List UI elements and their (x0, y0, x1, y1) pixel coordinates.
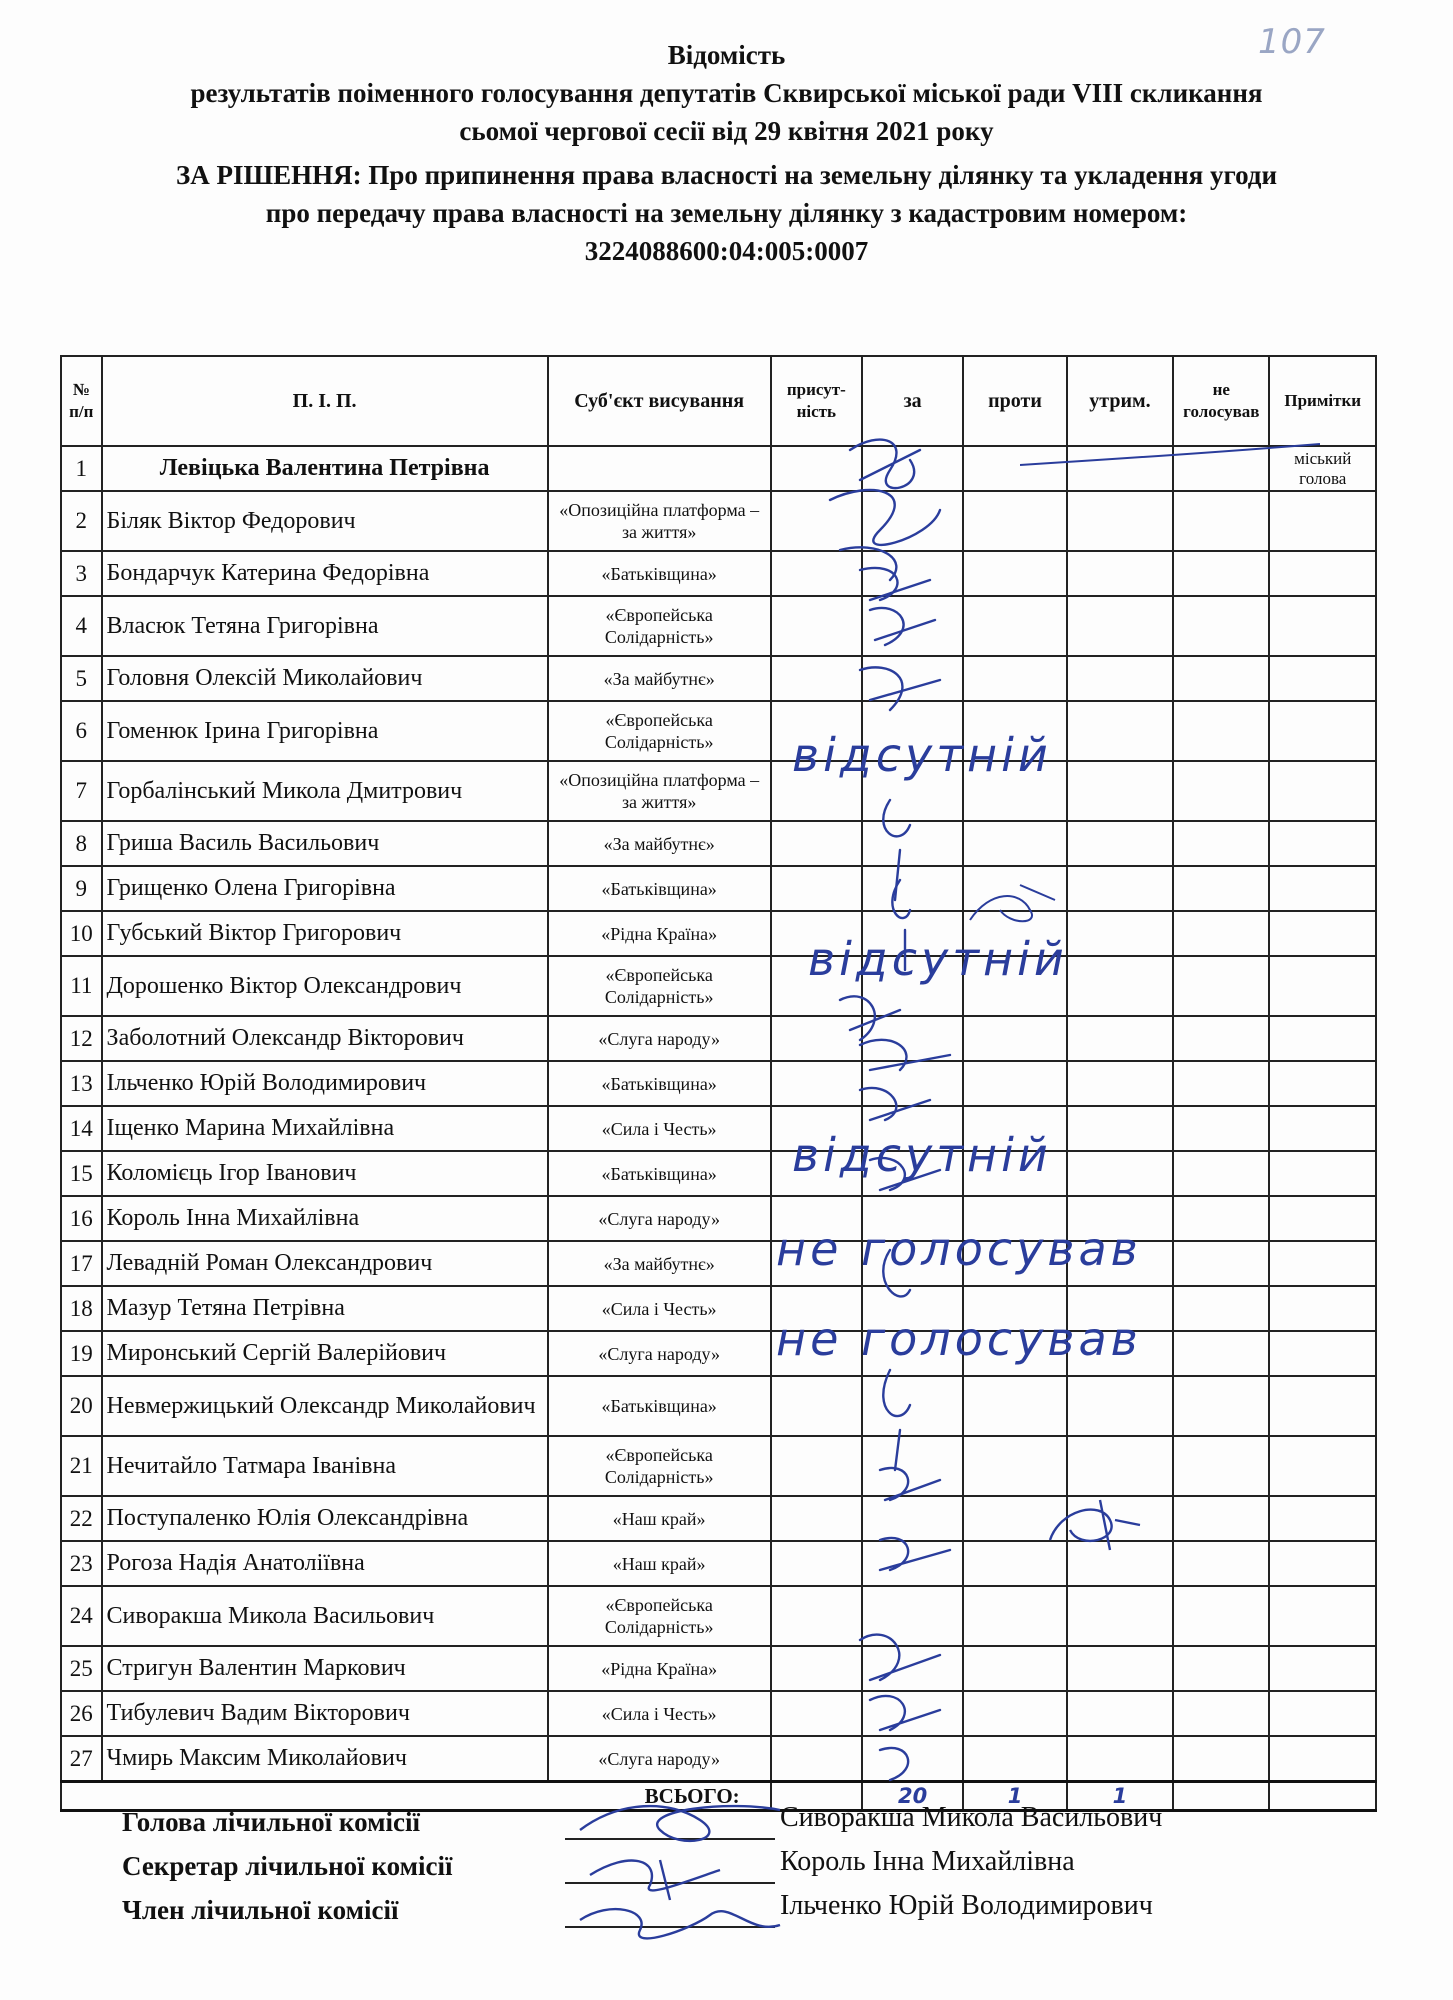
row-num: 2 (61, 491, 102, 551)
row-note (1269, 491, 1376, 551)
total-note (1269, 1782, 1376, 1811)
row-name: Коломієць Ігор Іванович (102, 1151, 548, 1196)
row-party: «Сила і Честь» (548, 1691, 771, 1736)
row-abstain (1067, 656, 1173, 701)
row-num: 10 (61, 911, 102, 956)
row-abstain (1067, 1376, 1173, 1436)
row-against (963, 491, 1066, 551)
row-note (1269, 911, 1376, 956)
table-row (61, 1286, 1376, 1331)
row-name: Гриша Василь Васильович (102, 821, 548, 866)
row-against (963, 1016, 1066, 1061)
row-against (963, 1376, 1066, 1436)
row-not-voted (1173, 1016, 1269, 1061)
row-note (1269, 1646, 1376, 1691)
row-party: «За майбутнє» (548, 656, 771, 701)
row-not-voted (1173, 1376, 1269, 1436)
row-num: 11 (61, 956, 102, 1016)
row-name: Грищенко Олена Григорівна (102, 866, 548, 911)
row-note (1269, 1016, 1376, 1061)
row-party: «Наш край» (548, 1541, 771, 1586)
table-row (61, 1436, 1376, 1496)
row-name: Головня Олексій Миколайович (102, 656, 548, 701)
row-not-voted (1173, 1496, 1269, 1541)
header-line-2: сьомої чергової сесії від 29 квітня 2021 року (459, 116, 994, 146)
commission-signatures (560, 1790, 800, 1960)
row-abstain (1067, 1061, 1173, 1106)
total-abstain: 1 (1067, 1782, 1173, 1811)
table-row (61, 821, 1376, 866)
row-note (1269, 761, 1376, 821)
col-for: за (862, 356, 963, 446)
row-not-voted (1173, 701, 1269, 761)
row-name: Ільченко Юрій Володимирович (102, 1061, 548, 1106)
row-against (963, 821, 1066, 866)
row-note (1269, 1331, 1376, 1376)
row-not-voted (1173, 1286, 1269, 1331)
row-note (1269, 1541, 1376, 1586)
row-note (1269, 551, 1376, 596)
table-row (61, 551, 1376, 596)
table-row (61, 866, 1376, 911)
total-label: ВСЬОГО: (61, 1782, 771, 1811)
table-row (61, 1646, 1376, 1691)
row-party: «Батьківщина» (548, 1151, 771, 1196)
table-header-row (61, 356, 1376, 446)
row-note (1269, 1691, 1376, 1736)
row-against (963, 1646, 1066, 1691)
row-name: Гоменюк Ірина Григорівна (102, 701, 548, 761)
row-against (963, 1061, 1066, 1106)
handwritten-not-voted-19: не голосував (776, 1312, 1142, 1366)
row-not-voted (1173, 1541, 1269, 1586)
row-num: 1 (61, 446, 102, 491)
cadastral-number: 3224088600:04:005:0007 (584, 236, 869, 266)
handwritten-absent-11: відсутній (808, 932, 1068, 986)
row-note (1269, 1106, 1376, 1151)
row-num: 23 (61, 1541, 102, 1586)
row-party: «Опозиційна платформа – за життя» (548, 491, 771, 551)
row-num: 16 (61, 1196, 102, 1241)
handwritten-absent-15: відсутній (792, 1128, 1052, 1182)
row-abstain (1067, 701, 1173, 761)
col-name: П. І. П. (102, 356, 548, 446)
secretary-label: Секретар лічильної комісії (122, 1851, 453, 1881)
row-not-voted (1173, 1436, 1269, 1496)
table-row (61, 1106, 1376, 1151)
table-row (61, 911, 1376, 956)
row-name: Невмержицький Олександр Миколайович (102, 1376, 548, 1436)
row-party: «За майбутнє» (548, 821, 771, 866)
table-row (61, 761, 1376, 821)
row-party: «Слуга народу» (548, 1331, 771, 1376)
row-against (963, 596, 1066, 656)
row-not-voted (1173, 1691, 1269, 1736)
row-num: 15 (61, 1151, 102, 1196)
row-party: «Слуга народу» (548, 1196, 771, 1241)
row-num: 26 (61, 1691, 102, 1736)
signature-scribbles (790, 430, 970, 1790)
signature-gubsky-against (960, 880, 1070, 930)
row-abstain (1067, 761, 1173, 821)
row-note (1269, 821, 1376, 866)
row-against (963, 656, 1066, 701)
signature-rogoza-against (1040, 1490, 1150, 1560)
row-party: «За майбутнє» (548, 1241, 771, 1286)
row-not-voted (1173, 1061, 1269, 1106)
row-party (548, 446, 771, 491)
row-abstain (1067, 1691, 1173, 1736)
col-not-voted: не голосував (1173, 356, 1269, 446)
row-note (1269, 1496, 1376, 1541)
row-name: Біляк Віктор Федорович (102, 491, 548, 551)
row-note: міський голова (1269, 446, 1376, 491)
row-note (1269, 596, 1376, 656)
chair-label: Голова лічильної комісії (122, 1807, 420, 1837)
row-party: «Слуга народу» (548, 1736, 771, 1782)
row-not-voted (1173, 491, 1269, 551)
row-name: Стригун Валентин Маркович (102, 1646, 548, 1691)
row-num: 18 (61, 1286, 102, 1331)
row-name: Рогоза Надія Анатоліївна (102, 1541, 548, 1586)
row-party: «Сила і Честь» (548, 1286, 771, 1331)
col-note: Примітки (1269, 356, 1376, 446)
row-num: 9 (61, 866, 102, 911)
row-note (1269, 1736, 1376, 1782)
row-num: 6 (61, 701, 102, 761)
row-num: 24 (61, 1586, 102, 1646)
row-not-voted (1173, 1646, 1269, 1691)
row-note (1269, 1436, 1376, 1496)
col-party: Суб'єкт висування (548, 356, 771, 446)
chair-name: Сиворакша Микола Васильович (780, 1802, 1163, 1833)
table-row (61, 1691, 1376, 1736)
row-note (1269, 956, 1376, 1016)
table-row (61, 1376, 1376, 1436)
col-present: присут-ність (771, 356, 862, 446)
row-party: «Європейська Солідарність» (548, 956, 771, 1016)
row-abstain (1067, 551, 1173, 596)
row-not-voted (1173, 1736, 1269, 1782)
row-num: 12 (61, 1016, 102, 1061)
row-abstain (1067, 956, 1173, 1016)
row-note (1269, 701, 1376, 761)
member-name: Ільченко Юрій Володимирович (780, 1890, 1153, 1921)
row-name: Сиворакша Микола Васильович (102, 1586, 548, 1646)
row-party: «Європейська Солідарність» (548, 1586, 771, 1646)
row-name: Власюк Тетяна Григорівна (102, 596, 548, 656)
row-against (963, 551, 1066, 596)
row-name: Левадній Роман Олександрович (102, 1241, 548, 1286)
col-abstain: утрим. (1067, 356, 1173, 446)
row-not-voted (1173, 866, 1269, 911)
row-party: «Опозиційна платформа – за життя» (548, 761, 771, 821)
row-not-voted (1173, 956, 1269, 1016)
row-not-voted (1173, 1196, 1269, 1241)
row-abstain (1067, 866, 1173, 911)
row-note (1269, 1241, 1376, 1286)
row-num: 8 (61, 821, 102, 866)
total-not-voted (1173, 1782, 1269, 1811)
row-num: 19 (61, 1331, 102, 1376)
row-abstain (1067, 596, 1173, 656)
row-num: 20 (61, 1376, 102, 1436)
col-num: № п/п (61, 356, 102, 446)
document-header (20, 36, 1433, 270)
row-name: Дорошенко Віктор Олександрович (102, 956, 548, 1016)
row-num: 13 (61, 1061, 102, 1106)
row-party: «Наш край» (548, 1496, 771, 1541)
row-party: «Європейська Солідарність» (548, 701, 771, 761)
table-row (61, 656, 1376, 701)
row-party: «Батьківщина» (548, 1061, 771, 1106)
row-name: Губський Віктор Григорович (102, 911, 548, 956)
page-number: 107 (1258, 22, 1326, 62)
row-name: Чмирь Максим Миколайович (102, 1736, 548, 1782)
row-num: 14 (61, 1106, 102, 1151)
row-name: Іщенко Марина Михайлівна (102, 1106, 548, 1151)
row-name: Нечитайло Татмара Іванівна (102, 1436, 548, 1496)
row-note (1269, 1061, 1376, 1106)
row-party: «Сила і Честь» (548, 1106, 771, 1151)
table-row (61, 1196, 1376, 1241)
row-not-voted (1173, 1331, 1269, 1376)
total-against: 1 (963, 1782, 1066, 1811)
row-party: «Європейська Солідарність» (548, 1436, 771, 1496)
row-abstain (1067, 1586, 1173, 1646)
row-num: 3 (61, 551, 102, 596)
row-abstain (1067, 911, 1173, 956)
table-row (61, 1061, 1376, 1106)
voting-table (60, 355, 1377, 1812)
table-row (61, 1016, 1376, 1061)
decision-line-2: про передачу права власності на земельну ділянку з кадастровим номером: (265, 198, 1188, 228)
row-note (1269, 1196, 1376, 1241)
handwritten-not-voted-17: не голосував (776, 1222, 1142, 1276)
row-party: «Батьківщина» (548, 866, 771, 911)
row-not-voted (1173, 1586, 1269, 1646)
row-not-voted (1173, 911, 1269, 956)
row-party: «Рідна Країна» (548, 1646, 771, 1691)
table-row (61, 1496, 1376, 1541)
row-not-voted (1173, 596, 1269, 656)
row-name: Тибулевич Вадим Вікторович (102, 1691, 548, 1736)
row-note (1269, 1151, 1376, 1196)
row-abstain (1067, 1106, 1173, 1151)
row-note (1269, 1586, 1376, 1646)
row-note (1269, 1286, 1376, 1331)
row-party: «Слуга народу» (548, 1016, 771, 1061)
row-abstain (1067, 1646, 1173, 1691)
row-num: 27 (61, 1736, 102, 1782)
row-abstain (1067, 821, 1173, 866)
counting-commission-labels (122, 1800, 452, 1932)
row-num: 4 (61, 596, 102, 656)
row-against (963, 1436, 1066, 1496)
table-row (61, 956, 1376, 1016)
row-against (963, 1586, 1066, 1646)
row-name: Горбалінський Микола Дмитрович (102, 761, 548, 821)
row-num: 25 (61, 1646, 102, 1691)
table-row (61, 491, 1376, 551)
handwritten-absent-7: відсутній (792, 728, 1052, 782)
row-party: «Батьківщина» (548, 1376, 771, 1436)
row-not-voted (1173, 821, 1269, 866)
table-row (61, 1736, 1376, 1782)
row-not-voted (1173, 656, 1269, 701)
decision-line-1: ЗА РІШЕННЯ: Про припинення права власності на земельну ділянку та укладення угоди (175, 160, 1278, 190)
row-not-voted (1173, 761, 1269, 821)
row-name: Поступаленко Юлія Олександрівна (102, 1496, 548, 1541)
row-name: Заболотний Олександр Вікторович (102, 1016, 548, 1061)
row-abstain (1067, 491, 1173, 551)
row-note (1269, 1376, 1376, 1436)
col-against: проти (963, 356, 1066, 446)
row-num: 21 (61, 1436, 102, 1496)
row-name: Левіцька Валентина Петрівна (102, 446, 548, 491)
table-row (61, 596, 1376, 656)
row-num: 7 (61, 761, 102, 821)
total-for: 20 (862, 1782, 963, 1811)
row-num: 5 (61, 656, 102, 701)
header-line-1: результатів поіменного голосування депутатів Сквирської міської ради VIII скликання (190, 78, 1263, 108)
table-row (61, 1586, 1376, 1646)
row-not-voted (1173, 551, 1269, 596)
row-party: «Батьківщина» (548, 551, 771, 596)
strike-line (1020, 440, 1320, 470)
row-party: «Рідна Країна» (548, 911, 771, 956)
table-row (61, 1151, 1376, 1196)
row-note (1269, 866, 1376, 911)
member-label: Член лічильної комісії (122, 1895, 399, 1925)
row-against (963, 1691, 1066, 1736)
row-abstain (1067, 1151, 1173, 1196)
row-abstain (1067, 1016, 1173, 1061)
row-not-voted (1173, 1151, 1269, 1196)
table-row (61, 1541, 1376, 1586)
row-name: Миронський Сергій Валерійович (102, 1331, 548, 1376)
table-row (61, 701, 1376, 761)
row-note (1269, 656, 1376, 701)
row-num: 22 (61, 1496, 102, 1541)
row-name: Бондарчук Катерина Федорівна (102, 551, 548, 596)
table-row (61, 1331, 1376, 1376)
counting-commission-names (780, 1796, 1162, 1928)
row-party: «Європейська Солідарність» (548, 596, 771, 656)
row-name: Король Інна Михайлівна (102, 1196, 548, 1241)
row-abstain (1067, 1436, 1173, 1496)
row-against (963, 1736, 1066, 1782)
document-title: Відомість (667, 40, 786, 70)
row-num: 17 (61, 1241, 102, 1286)
row-name: Мазур Тетяна Петрівна (102, 1286, 548, 1331)
table-row (61, 1241, 1376, 1286)
row-not-voted (1173, 1241, 1269, 1286)
secretary-name: Король Інна Михайлівна (780, 1846, 1075, 1877)
row-abstain (1067, 1736, 1173, 1782)
row-not-voted (1173, 1106, 1269, 1151)
